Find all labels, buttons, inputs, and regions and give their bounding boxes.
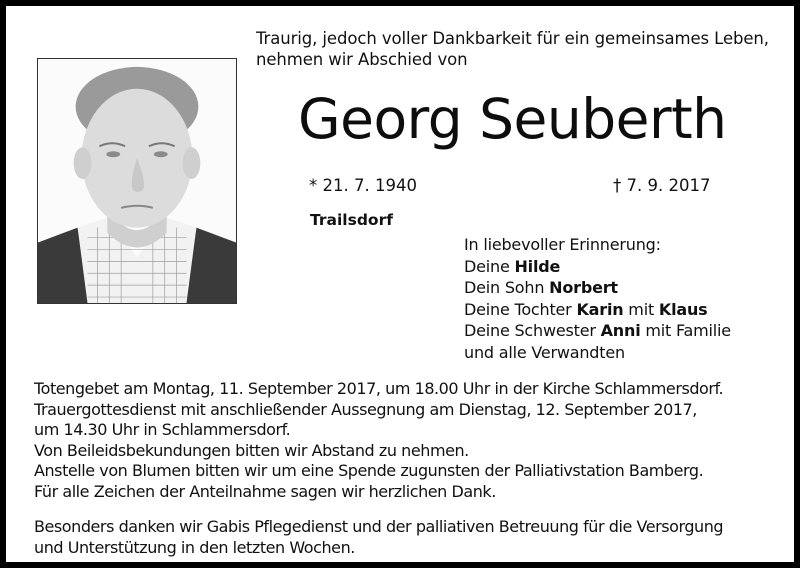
- note-line: Für alle Zeichen der Anteilnahme sagen wir herzlichen Dank.: [34, 481, 496, 501]
- intro-line: nehmen wir Abschied von: [256, 50, 468, 69]
- mourner-line: Dein Sohn Norbert: [464, 278, 618, 298]
- note-line: Trauergottesdienst mit anschließender Aussegnung am Dienstag, 12. September 2017,: [34, 399, 697, 419]
- note-line: Totengebet am Montag, 11. September 2017, um 18.00 Uhr in der Kirche Schlammersdorf.: [34, 379, 724, 398]
- deceased-name: Georg Seuberth: [298, 87, 727, 151]
- intro-line: Traurig, jedoch voller Dankbarkeit für ein gemeinsames Leben,: [256, 29, 769, 48]
- service-notes: [34, 379, 794, 502]
- note-line: Anstelle von Blumen bitten wir um eine Spende zugunsten der Palliativstation Bamberg.: [34, 461, 704, 480]
- obituary-page: [6, 6, 794, 562]
- birth-date: * 21. 7. 1940: [309, 176, 417, 195]
- intro-text: [256, 28, 796, 70]
- mourner-line: Deine Tochter Karin mit Klaus: [464, 299, 708, 319]
- death-date: † 7. 9. 2017: [613, 176, 711, 195]
- mourners-list: [464, 234, 731, 364]
- mourners-heading: In liebevoller Erinnerung:: [464, 235, 661, 254]
- thanks-line: Besonders danken wir Gabis Pflegedienst und der palliativen Betreuung für die Versorgung: [34, 517, 724, 536]
- thanks-line: und Unterstützung in den letzten Wochen.: [34, 537, 355, 557]
- hometown: Trailsdorf: [310, 211, 393, 229]
- mourner-line: Deine Hilde: [464, 256, 561, 276]
- mourners-closing: und alle Verwandten: [464, 342, 625, 362]
- note-line: um 14.30 Uhr in Schlammersdorf.: [34, 420, 291, 439]
- thanks-paragraph: [34, 517, 794, 558]
- portrait-photo: [37, 58, 237, 304]
- portrait-icon: [38, 59, 236, 303]
- note-line: Von Beileidsbekundungen bitten wir Abstand zu nehmen.: [34, 440, 469, 460]
- mourner-line: Deine Schwester Anni mit Familie: [464, 321, 731, 341]
